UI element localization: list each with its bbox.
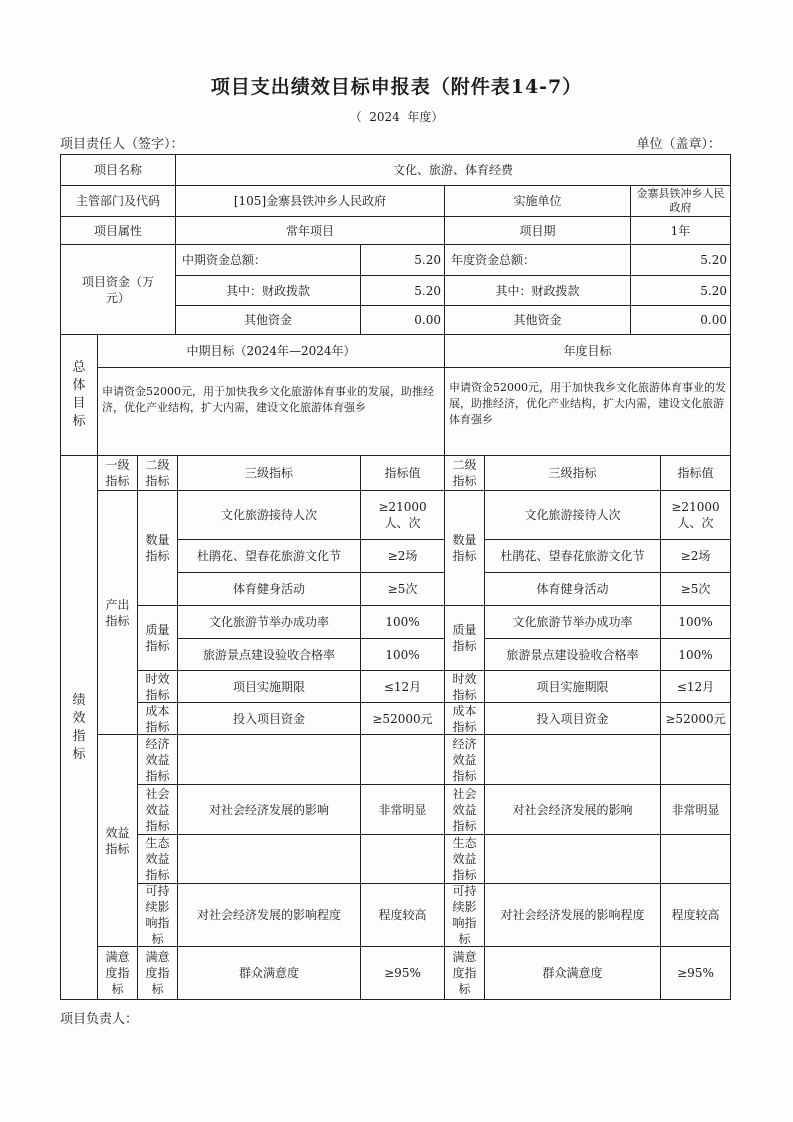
social-benefit-right: 社会效益指标	[444, 784, 485, 835]
dept-label: 主管部门及代码	[60, 185, 176, 217]
header-level2-right: 二级指标	[444, 455, 485, 491]
sports-name-right: 体育健身活动	[484, 572, 661, 606]
unit-seal-label: 单位（盖章）：	[636, 137, 721, 152]
year-other-value: 0.00	[630, 305, 731, 335]
acceptance-name-left: 旅游景点建设验收合格率	[177, 638, 361, 671]
investment-value-left: ≥52000元	[360, 702, 445, 735]
year-fiscal-label: 其中：财政拨款	[444, 275, 631, 306]
mid-goal-header: 中期目标（2024年—2024年）	[97, 334, 445, 368]
sustain-impact-name-right: 对社会经济发展的影响程度	[484, 883, 661, 947]
document-title: 项目支出绩效目标申报表（附件表14-7）	[210, 76, 583, 98]
investment-value-right: ≥52000元	[660, 702, 731, 735]
year-goal-text: 申请资金52000元，用于加快我乡文化旅游体育事业的发展，助推经济，优化产业结构，扩大内需，建设文化旅游体育强乡	[444, 367, 731, 456]
header-value-left: 指标值	[360, 455, 445, 491]
investment-name-left: 投入项目资金	[177, 702, 361, 735]
project-fund-label: 项目资金（万元）	[60, 244, 176, 335]
sustainability-left: 可持续影响指标	[137, 883, 178, 947]
header-value-right: 指标值	[660, 455, 731, 491]
satisfaction-value-left: ≥95%	[360, 946, 445, 1000]
sustain-impact-value-left: 程度较高	[360, 883, 445, 947]
project-period-value: 1年	[630, 216, 731, 245]
quantity-indicator-right: 数量指标	[444, 490, 485, 606]
visitors-name-right: 文化旅游接待人次	[484, 490, 661, 540]
year-fiscal-value: 5.20	[630, 275, 731, 306]
mid-fiscal-label: 其中：财政拨款	[175, 275, 361, 306]
sustain-impact-value-right: 程度较高	[660, 883, 731, 947]
effect-indicator-label: 效益指标	[97, 734, 138, 947]
satisfaction-name-left: 群众满意度	[177, 946, 361, 1000]
deadline-value-right: ≤12月	[660, 670, 731, 703]
project-leader-label: 项目负责人：	[60, 1012, 139, 1027]
acceptance-name-right: 旅游景点建设验收合格率	[484, 638, 661, 671]
overall-goal-label: 总体目标	[60, 334, 98, 456]
success-rate-value-left: 100%	[360, 605, 445, 639]
year-other-label: 其他资金	[444, 305, 631, 335]
visitors-name-left: 文化旅游接待人次	[177, 490, 361, 540]
economic-benefit-right: 经济效益指标	[444, 734, 485, 785]
project-period-label: 项目期	[444, 216, 631, 245]
deadline-value-left: ≤12月	[360, 670, 445, 703]
visitors-value-left: ≥21000人、次	[360, 490, 445, 540]
economic-name-right	[484, 734, 661, 785]
sports-value-left: ≥5次	[360, 572, 445, 606]
dept-value: [105]金寨县铁冲乡人民政府	[175, 185, 445, 217]
sports-name-left: 体育健身活动	[177, 572, 361, 606]
ecological-name-left	[177, 834, 361, 884]
timeliness-indicator-left: 时效指标	[137, 670, 178, 703]
ecological-name-right	[484, 834, 661, 884]
investment-name-right: 投入项目资金	[484, 702, 661, 735]
economic-value-left	[360, 734, 445, 785]
mid-total-value: 5.20	[360, 244, 445, 276]
sustain-impact-name-left: 对社会经济发展的影响程度	[177, 883, 361, 947]
performance-indicator-label: 绩效指标	[60, 455, 98, 1000]
visitors-value-right: ≥21000人、次	[660, 490, 731, 540]
deadline-name-left: 项目实施期限	[177, 670, 361, 703]
social-impact-name-left: 对社会经济发展的影响	[177, 784, 361, 835]
social-impact-name-right: 对社会经济发展的影响	[484, 784, 661, 835]
social-benefit-left: 社会效益指标	[137, 784, 178, 835]
header-level3-left: 三级指标	[177, 455, 361, 491]
quantity-indicator-left: 数量指标	[137, 490, 178, 606]
satisfaction-value-right: ≥95%	[660, 946, 731, 1000]
header-level3-right: 三级指标	[484, 455, 661, 491]
cost-indicator-right: 成本指标	[444, 702, 485, 735]
social-impact-value-right: 非常明显	[660, 784, 731, 835]
impl-unit-value: 金寨县铁冲乡人民政府	[630, 185, 731, 217]
economic-benefit-left: 经济效益指标	[137, 734, 178, 785]
sustainability-right: 可持续影响指标	[444, 883, 485, 947]
festival-name-left: 杜鹃花、望春花旅游文化节	[177, 539, 361, 573]
header-level2-left: 二级指标	[137, 455, 178, 491]
cost-indicator-left: 成本指标	[137, 702, 178, 735]
satisfaction-level2-right: 满意度指标	[444, 946, 485, 1000]
success-rate-value-right: 100%	[660, 605, 731, 639]
mid-other-label: 其他资金	[175, 305, 361, 335]
festival-value-right: ≥2场	[660, 539, 731, 573]
festival-name-right: 杜鹃花、望春花旅游文化节	[484, 539, 661, 573]
responsible-signature-label: 项目责任人（签字）：	[60, 137, 184, 152]
economic-value-right	[660, 734, 731, 785]
acceptance-value-left: 100%	[360, 638, 445, 671]
social-impact-value-left: 非常明显	[360, 784, 445, 835]
success-rate-name-left: 文化旅游节举办成功率	[177, 605, 361, 639]
ecological-value-left	[360, 834, 445, 884]
economic-name-left	[177, 734, 361, 785]
satisfaction-name-right: 群众满意度	[484, 946, 661, 1000]
year-total-label: 年度资金总额：	[444, 244, 631, 276]
impl-unit-label: 实施单位	[444, 185, 631, 217]
satisfaction-level2-left: 满意度指标	[137, 946, 178, 1000]
year-goal-header: 年度目标	[444, 334, 731, 368]
year-total-value: 5.20	[630, 244, 731, 276]
mid-goal-text: 申请资金52000元，用于加快我乡文化旅游体育事业的发展，助推经济，优化产业结构，扩大内需，建设文化旅游体育强乡	[97, 367, 445, 456]
mid-total-label: 中期资金总额：	[175, 244, 361, 276]
deadline-name-right: 项目实施期限	[484, 670, 661, 703]
satisfaction-level1-label: 满意度指标	[97, 946, 138, 1000]
ecological-benefit-right: 生态效益指标	[444, 834, 485, 884]
sports-value-right: ≥5次	[660, 572, 731, 606]
ecological-benefit-left: 生态效益指标	[137, 834, 178, 884]
project-attr-label: 项目属性	[60, 216, 176, 245]
acceptance-value-right: 100%	[660, 638, 731, 671]
timeliness-indicator-right: 时效指标	[444, 670, 485, 703]
ecological-value-right	[660, 834, 731, 884]
mid-fiscal-value: 5.20	[360, 275, 445, 306]
output-indicator-label: 产出指标	[97, 490, 138, 735]
project-name-value: 文化、旅游、体育经费	[175, 154, 731, 186]
project-attr-value: 常年项目	[175, 216, 445, 245]
project-name-label: 项目名称	[60, 154, 176, 186]
mid-other-value: 0.00	[360, 305, 445, 335]
year-line: （ 2024 年度）	[349, 110, 444, 124]
festival-value-left: ≥2场	[360, 539, 445, 573]
quality-indicator-left: 质量指标	[137, 605, 178, 671]
success-rate-name-right: 文化旅游节举办成功率	[484, 605, 661, 639]
quality-indicator-right: 质量指标	[444, 605, 485, 671]
header-level1-left: 一级指标	[97, 455, 138, 491]
